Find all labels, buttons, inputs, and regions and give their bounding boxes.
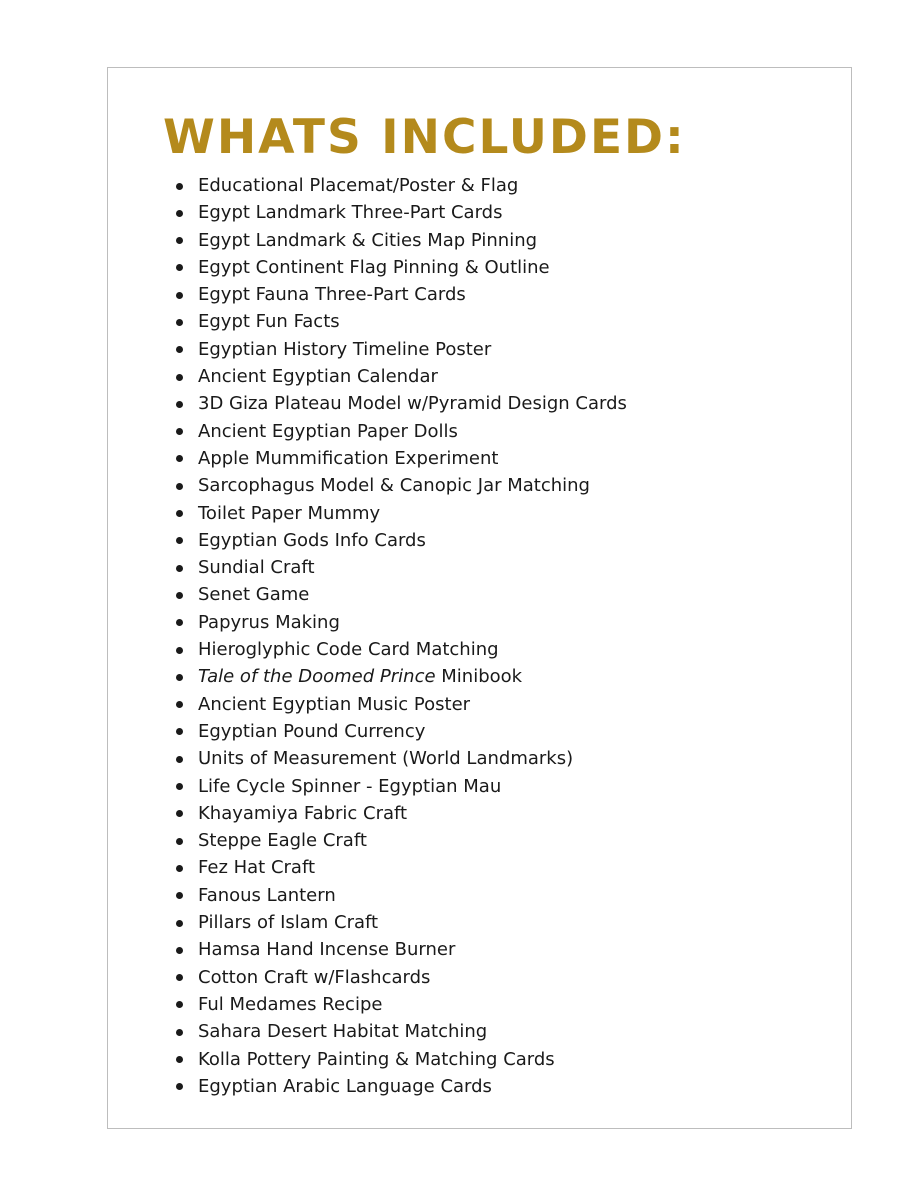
list-item xyxy=(198,390,627,417)
bullet-icon xyxy=(176,1029,183,1036)
bullet-icon xyxy=(176,756,183,763)
bullet-icon xyxy=(176,510,183,517)
list-item xyxy=(198,363,627,390)
list-item-label: Ancient Egyptian Paper Dolls xyxy=(198,420,458,442)
list-item-label: Hamsa Hand Incense Burner xyxy=(198,939,456,961)
list-item-label: Papyrus Making xyxy=(198,611,340,633)
bullet-icon xyxy=(176,838,183,845)
list-item xyxy=(198,445,627,472)
list-item-book-title: Tale of the Doomed Prince xyxy=(198,666,436,688)
bullet-icon xyxy=(176,947,183,954)
list-item xyxy=(198,882,627,909)
list-item xyxy=(198,773,627,800)
bullet-icon xyxy=(176,483,183,490)
list-item-label: Minibook xyxy=(435,666,523,688)
page-title: WHATS INCLUDED: xyxy=(163,110,686,165)
list-item xyxy=(198,854,627,881)
list-item-label: Hieroglyphic Code Card Matching xyxy=(198,639,499,661)
list-item-label: Steppe Eagle Craft xyxy=(198,830,367,852)
list-item xyxy=(198,991,627,1018)
list-item-label: Life Cycle Spinner - Egyptian Mau xyxy=(198,775,502,797)
list-item-label: Sundial Craft xyxy=(198,557,315,579)
bullet-icon xyxy=(176,647,183,654)
list-item xyxy=(198,172,627,199)
list-item-label: Egypt Continent Flag Pinning & Outline xyxy=(198,256,550,278)
list-item xyxy=(198,936,627,963)
list-item-label: Educational Placemat/Poster & Flag xyxy=(198,175,519,196)
list-item xyxy=(198,199,627,226)
list-item xyxy=(198,227,627,254)
list-item-label: Ancient Egyptian Calendar xyxy=(198,366,438,388)
list-item-label: Senet Game xyxy=(198,584,310,606)
bullet-icon xyxy=(176,920,183,927)
list-item xyxy=(198,1073,627,1100)
list-item-label: Egyptian Gods Info Cards xyxy=(198,529,426,551)
list-item xyxy=(198,281,627,308)
list-item-label: Egypt Landmark Three-Part Cards xyxy=(198,202,503,224)
bullet-icon xyxy=(176,401,183,408)
list-item-label: Kolla Pottery Painting & Matching Cards xyxy=(198,1048,555,1070)
list-item xyxy=(198,1046,627,1073)
bullet-icon xyxy=(176,374,183,381)
bullet-icon xyxy=(176,565,183,572)
list-item xyxy=(198,909,627,936)
list-item xyxy=(198,254,627,281)
list-item-label: Units of Measurement (World Landmarks) xyxy=(198,748,574,770)
bullet-icon xyxy=(176,865,183,872)
list-item xyxy=(198,500,627,527)
list-item xyxy=(198,718,627,745)
list-item-label: Khayamiya Fabric Craft xyxy=(198,802,408,824)
list-item-label: Pillars of Islam Craft xyxy=(198,912,379,934)
list-item-label: Sahara Desert Habitat Matching xyxy=(198,1021,488,1043)
list-item-label: Toilet Paper Mummy xyxy=(198,502,381,524)
list-item xyxy=(198,745,627,772)
list-item-label: Egypt Fauna Three-Part Cards xyxy=(198,284,466,306)
list-item-label: Fez Hat Craft xyxy=(198,857,316,879)
list-item xyxy=(198,308,627,335)
bullet-icon xyxy=(176,319,183,326)
list-item-label: Ful Medames Recipe xyxy=(198,993,383,1015)
list-item xyxy=(198,636,627,663)
list-item xyxy=(198,1018,627,1045)
list-item xyxy=(198,964,627,991)
bullet-icon xyxy=(176,183,183,190)
list-item-label: Egyptian Pound Currency xyxy=(198,720,426,742)
list-item-label: Apple Mummification Experiment xyxy=(198,447,499,469)
list-item xyxy=(198,472,627,499)
list-item xyxy=(198,581,627,608)
list-item-label: Cotton Craft w/Flashcards xyxy=(198,966,431,988)
list-item xyxy=(198,418,627,445)
list-item xyxy=(198,800,627,827)
bullet-icon xyxy=(176,592,183,599)
included-items-list xyxy=(198,172,627,1100)
list-item-label: Fanous Lantern xyxy=(198,884,336,906)
list-item-label: 3D Giza Plateau Model w/Pyramid Design Cards xyxy=(198,393,627,415)
list-item xyxy=(198,691,627,718)
bullet-icon xyxy=(176,1056,183,1063)
list-item xyxy=(198,527,627,554)
bullet-icon xyxy=(176,292,183,299)
list-item xyxy=(198,336,627,363)
bullet-icon xyxy=(176,674,183,681)
bullet-icon xyxy=(176,783,183,790)
list-item-label: Egypt Fun Facts xyxy=(198,311,340,333)
list-item xyxy=(198,663,627,690)
list-item-label: Egypt Landmark & Cities Map Pinning xyxy=(198,229,538,251)
list-item xyxy=(198,609,627,636)
list-item-label: Sarcophagus Model & Canopic Jar Matching xyxy=(198,475,590,497)
list-item-label: Egyptian Arabic Language Cards xyxy=(198,1075,492,1097)
bullet-icon xyxy=(176,210,183,217)
list-item xyxy=(198,827,627,854)
list-item-label: Egyptian History Timeline Poster xyxy=(198,338,492,360)
list-item-label: Ancient Egyptian Music Poster xyxy=(198,693,471,715)
list-item xyxy=(198,554,627,581)
